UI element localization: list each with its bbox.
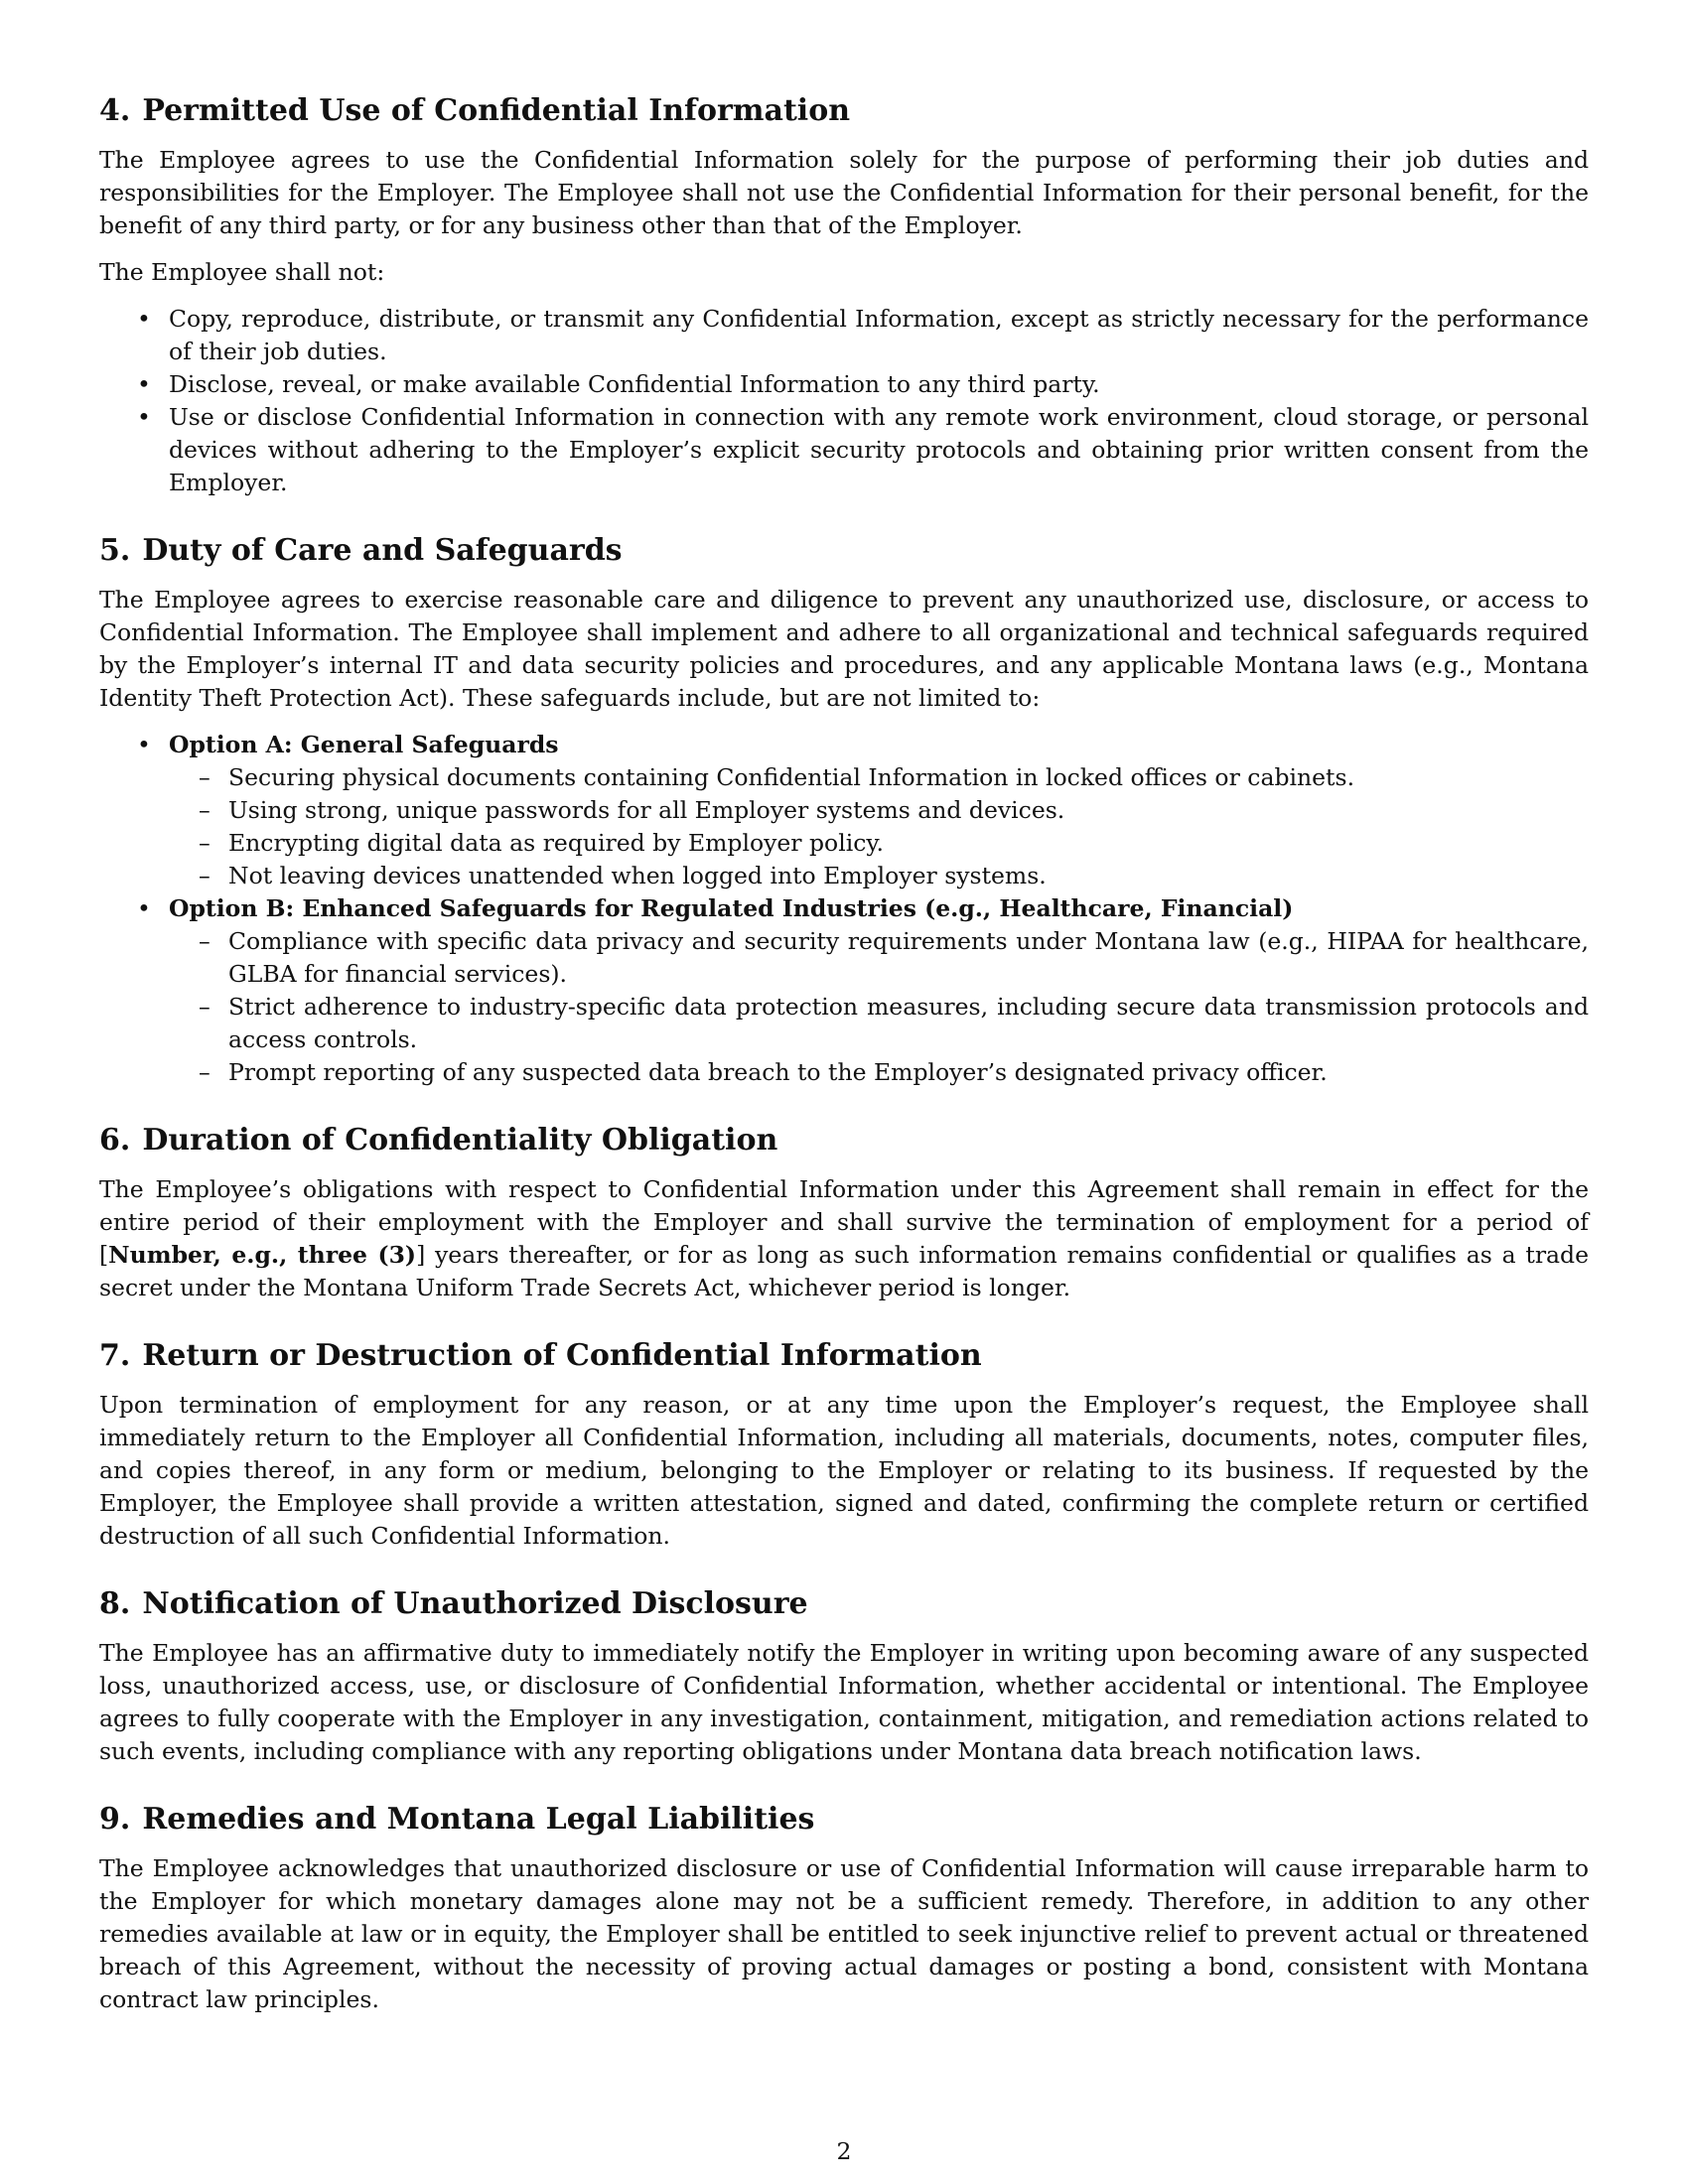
dash-icon: – <box>199 993 211 1021</box>
paragraph: The Employee shall not: <box>99 258 385 286</box>
section-8 <box>99 1584 1589 1768</box>
section-number: 4. <box>99 93 131 128</box>
bullet-icon: • <box>137 894 151 922</box>
section-number: 5. <box>99 533 131 568</box>
sub-list-item <box>169 1056 1589 1089</box>
dash-icon: – <box>199 796 211 824</box>
section-title: Remedies and Montana Legal Liabilities <box>142 1802 815 1837</box>
sub-list-item-text: Strict adherence to industry-specific data protection measures, including secure data transmission protocols and access controls. <box>228 993 1589 1053</box>
sub-list-item-text: Prompt reporting of any suspected data breach to the Employer’s designated privacy officer. <box>228 1058 1328 1086</box>
section-number: 6. <box>99 1123 131 1158</box>
section-5 <box>99 531 1589 1089</box>
section-heading <box>99 1336 1589 1376</box>
sub-list-item <box>169 991 1589 1056</box>
dash-icon: – <box>199 763 211 791</box>
section-4 <box>99 91 1589 499</box>
section-heading <box>99 1800 1589 1840</box>
sub-list-item <box>169 794 1589 827</box>
sub-list-item <box>169 925 1589 991</box>
section-7 <box>99 1336 1589 1553</box>
sub-list-item-text: Securing physical documents containing Confidential Information in locked offices or cabinets. <box>228 763 1355 791</box>
option-b <box>99 892 1589 1089</box>
dash-icon: – <box>199 862 211 889</box>
section-title: Duration of Confidentiality Obligation <box>142 1123 778 1158</box>
paragraph: The Employee acknowledges that unauthorized disclosure or use of Confidential Information will cause irreparable harm to the Employer for which monetary damages alone may not be a sufficient remedy. Therefore, in addition to any other remedies available at law or in equity, the Employer shall be entitled to seek injunctive relief to prevent actual or threatened breach of this Agreement, without the necessity of proving actual damages or posting a bond, consistent with Montana contract law principles. <box>99 1854 1589 2013</box>
sub-list-item-text: Compliance with specific data privacy and security requirements under Montana law (e.g., HIPAA for healthcare, GLBA for financial services). <box>228 927 1589 988</box>
bullet-icon: • <box>137 305 151 333</box>
section-number: 9. <box>99 1802 131 1837</box>
dash-icon: – <box>199 829 211 857</box>
paragraph: The Employee has an affirmative duty to immediately notify the Employer in writing upon becoming aware of any suspected loss, unauthorized access, use, or disclosure of Confidential Information, whether accidental or intentional. The Employee agrees to fully cooperate with the Employer in any investigation, containment, mitigation, and remediation actions related to such events, including compliance with any reporting obligations under Montana data breach notification laws. <box>99 1639 1589 1765</box>
section-number: 8. <box>99 1586 131 1621</box>
list-item-text: Copy, reproduce, distribute, or transmit any Confidential Information, except as strictly necessary for the performance of their job duties. <box>169 305 1589 365</box>
options-list <box>99 729 1589 1089</box>
paragraph: The Employee agrees to exercise reasonable care and diligence to prevent any unauthorized use, disclosure, or access to Confidential Information. The Employee shall implement and adhere to all organizational and technical safeguards required by the Employer’s internal IT and data security policies and procedures, and any applicable Montana laws (e.g., Montana Identity Theft Protection Act). These safeguards include, but are not limited to: <box>99 586 1589 712</box>
placeholder-term: Number, e.g., three (3) <box>108 1241 417 1269</box>
option-label: Option B: Enhanced Safeguards for Regulated Industries (e.g., Healthcare, Financial) <box>169 894 1294 922</box>
bullet-icon: • <box>137 370 151 398</box>
sub-list-item-text: Encrypting digital data as required by Employer policy. <box>228 829 885 857</box>
list-item-text: Use or disclose Confidential Information in connection with any remote work environment, cloud storage, or personal devices without adhering to the Employer’s explicit security protocols and obtaining prior written consent from the Employer. <box>169 403 1589 496</box>
section-heading <box>99 91 1589 131</box>
sub-list-item-text: Not leaving devices unattended when logged into Employer systems. <box>228 862 1047 889</box>
sub-list-item <box>169 827 1589 860</box>
paragraph: The Employee agrees to use the Confidential Information solely for the purpose of performing their job duties and responsibilities for the Employer. The Employee shall not use the Confidential Information for their personal benefit, for the benefit of any third party, or for any business other than that of the Employer. <box>99 146 1589 239</box>
section-title: Permitted Use of Confidential Information <box>142 93 851 128</box>
list-item <box>99 303 1589 368</box>
list-item <box>99 401 1589 499</box>
option-a <box>99 729 1589 892</box>
sub-list <box>169 761 1589 892</box>
sub-list <box>169 925 1589 1089</box>
section-heading <box>99 1121 1589 1160</box>
list-item-text: Disclose, reveal, or make available Confidential Information to any third party. <box>169 370 1100 398</box>
bullet-list <box>99 303 1589 499</box>
section-6 <box>99 1121 1589 1304</box>
section-number: 7. <box>99 1338 131 1373</box>
option-label: Option A: General Safeguards <box>169 731 559 758</box>
section-9 <box>99 1800 1589 2016</box>
paragraph-text: ] years thereafter, or for as long as such information remains confidential or qualifies as a trade secret under the Montana Uniform Trade Secrets Act, whichever period is longer. <box>99 1241 1590 1301</box>
paragraph: Upon termination of employment for any reason, or at any time upon the Employer’s request, the Employee shall immediately return to the Employer all Confidential Information, including all materials, documents, notes, computer files, and copies thereof, in any form or medium, belonging to the Employer or relating to its business. If requested by the Employer, the Employee shall provide a written attestation, signed and dated, confirming the complete return or certified destruction of all such Confidential Information. <box>99 1391 1589 1550</box>
dash-icon: – <box>199 1058 211 1086</box>
section-heading <box>99 531 1589 571</box>
dash-icon: – <box>199 927 211 955</box>
sub-list-item <box>169 761 1589 794</box>
section-title: Return or Destruction of Confidential Information <box>142 1338 982 1373</box>
bullet-icon: • <box>137 731 151 758</box>
list-item <box>99 368 1589 401</box>
sub-list-item-text: Using strong, unique passwords for all Employer systems and devices. <box>228 796 1065 824</box>
paragraph <box>99 1173 1589 1304</box>
paragraph-text: The Employee’s obligations with respect to Confidential Information under this Agreement shall remain in effect for the entire period of their employment with the Employer and shall survive the termination of employment for a period of [ <box>99 1175 1589 1269</box>
sub-list-item <box>169 860 1589 892</box>
page-number: 2 <box>836 2137 852 2165</box>
section-heading <box>99 1584 1589 1624</box>
section-title: Notification of Unauthorized Disclosure <box>142 1586 808 1621</box>
bullet-icon: • <box>137 403 151 431</box>
section-title: Duty of Care and Safeguards <box>142 533 623 568</box>
